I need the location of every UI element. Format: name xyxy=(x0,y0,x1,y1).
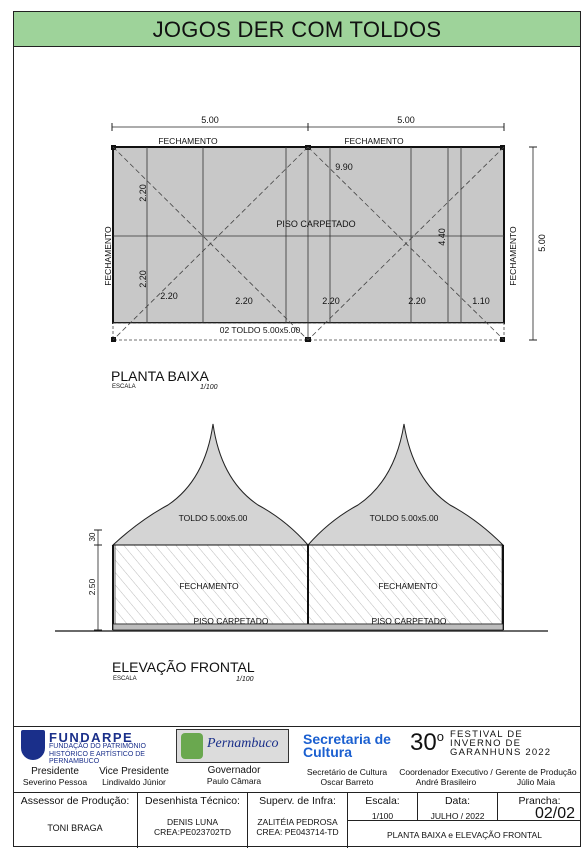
tent-left xyxy=(113,424,308,545)
dim-30: 30 xyxy=(88,532,97,542)
supervisor-name: ZALITÉIA PEDROSA xyxy=(257,817,338,827)
festival-number: 30$^o$ xyxy=(410,729,444,756)
vice-name: Lindivaldo Júnior xyxy=(102,777,166,787)
assessor-cell xyxy=(13,793,138,848)
desenhista-crea: CREA:PE023702TD xyxy=(153,827,231,837)
manager-role: Gerente de Produção xyxy=(495,767,577,777)
fechamento-right: FECHAMENTO xyxy=(508,226,518,286)
vice-president-block xyxy=(95,766,173,787)
data-label: Data: xyxy=(444,795,471,807)
dim-top-left: 5.00 xyxy=(201,115,219,125)
fechamento-left: FECHAMENTO xyxy=(103,226,113,286)
supervisor-crea: CREA: PE043714-TD xyxy=(256,827,339,837)
governor-role: Governador xyxy=(207,765,261,776)
coordinator-role: Coordenador Executivo / xyxy=(399,767,493,777)
fundarpe-title: FUNDARPE xyxy=(49,730,134,745)
elevation-caption: ELEVAÇÃO FRONTAL xyxy=(112,659,255,675)
prancha-value: 02/02 xyxy=(534,805,575,822)
fundarpe-flag-icon xyxy=(21,730,45,760)
dim-h-4: 2.20 xyxy=(408,296,426,306)
desenhista-cell xyxy=(138,793,248,848)
data-cell xyxy=(418,793,498,821)
tent-right xyxy=(308,424,503,545)
assessor-label: Assessor de Produção: xyxy=(20,795,130,807)
sheet-description-cell xyxy=(348,821,581,848)
prancha-cell xyxy=(498,793,581,821)
secretary-block xyxy=(297,767,397,787)
top-dimension xyxy=(112,115,504,131)
dim-h-1: 2.20 xyxy=(160,291,178,301)
dim-v-lower: 2.20 xyxy=(138,270,148,288)
dim-h-2: 2.20 xyxy=(235,296,253,306)
page-title: JOGOS DER COM TOLDOS xyxy=(152,17,442,42)
toldo-label-plan: 02 TOLDO 5.00x5.00 xyxy=(219,325,301,335)
dim-side: 5.00 xyxy=(537,234,547,252)
governor-name: Paulo Câmara xyxy=(206,776,262,786)
president-role: Presidente xyxy=(31,766,79,777)
festival-title: FESTIVAL DE INVERNO DE GARANHUNS 2022 xyxy=(450,729,552,758)
fundarpe-logo xyxy=(21,730,171,770)
fechamento-elev-right: FECHAMENTO xyxy=(378,581,438,591)
sheet-description: PLANTA BAIXA e ELEVAÇÃO FRONTAL xyxy=(387,830,542,840)
desenhista-label: Desenhista Técnico: xyxy=(145,795,240,807)
dim-h-3: 2.20 xyxy=(322,296,340,306)
president-block xyxy=(15,766,95,787)
supervisor-cell xyxy=(248,793,348,848)
coordinator-block xyxy=(398,767,494,787)
fechamento-top-right: FECHAMENTO xyxy=(344,136,404,146)
secretary-name: Oscar Barreto xyxy=(320,777,374,787)
secretary-role: Secretário de Cultura xyxy=(306,767,388,777)
coordinator-name: André Brasileiro xyxy=(415,777,477,787)
fundarpe-subtitle: FUNDAÇÃO DO PATRIMÔNIO HISTÓRICO E ARTÍSTICO DE PERNAMBUCO xyxy=(49,743,146,765)
piso-carpetado-plan: PISO CARPETADO xyxy=(276,219,356,229)
title-block xyxy=(13,792,581,847)
president-name: Severino Pessoa xyxy=(22,777,88,787)
pernambuco-logo xyxy=(176,729,289,763)
dim-250: 2.50 xyxy=(87,578,97,596)
toldo-right-label: TOLDO 5.00x5.00 xyxy=(369,513,439,523)
desenhista-name: DENIS LUNA xyxy=(166,817,218,827)
fechamento-top-left: FECHAMENTO xyxy=(158,136,218,146)
dim-v-upper: 2.20 xyxy=(138,184,148,202)
dim-990: 9.90 xyxy=(335,162,353,172)
plan-escala-word: ESCALA xyxy=(112,384,136,390)
toldo-left-label: TOLDO 5.00x5.00 xyxy=(178,513,248,523)
assessor-value: TONI BRAGA xyxy=(47,823,103,833)
plan-escala-value: 1/100 xyxy=(200,384,218,391)
escala-label: Escala: xyxy=(365,795,400,807)
piso-elev-right: PISO CARPETADO xyxy=(371,616,447,626)
data-value: JULHO / 2022 xyxy=(430,811,485,821)
escala-value: 1/100 xyxy=(371,811,394,821)
secretaria-logo: Secretaria de Cultura xyxy=(303,731,391,760)
dim-h-5: 1.10 xyxy=(472,296,490,306)
dim-440: 4.40 xyxy=(437,228,447,246)
plan-caption: PLANTA BAIXA xyxy=(111,368,209,384)
supervisor-label: Superv. de Infra: xyxy=(259,795,336,807)
governor-block xyxy=(181,765,287,786)
manager-name: Júlio Maia xyxy=(516,777,556,787)
elev-escala-word: ESCALA xyxy=(113,676,137,682)
piso-elev-left: PISO CARPETADO xyxy=(193,616,269,626)
elevation-dimensions xyxy=(87,530,102,630)
prancha-label: Prancha: xyxy=(518,795,561,807)
footer-credits xyxy=(13,726,581,792)
vice-role: Vice Presidente xyxy=(99,766,169,777)
fechamento-elev-left: FECHAMENTO xyxy=(179,581,239,591)
right-dimension xyxy=(529,147,547,340)
manager-block xyxy=(491,767,581,787)
pernambuco-text: Pernambuco xyxy=(207,736,279,751)
elev-escala-value: 1/100 xyxy=(236,676,254,683)
pernambuco-seal-icon xyxy=(181,733,203,759)
escala-cell xyxy=(348,793,418,821)
dim-top-right: 5.00 xyxy=(397,115,415,125)
